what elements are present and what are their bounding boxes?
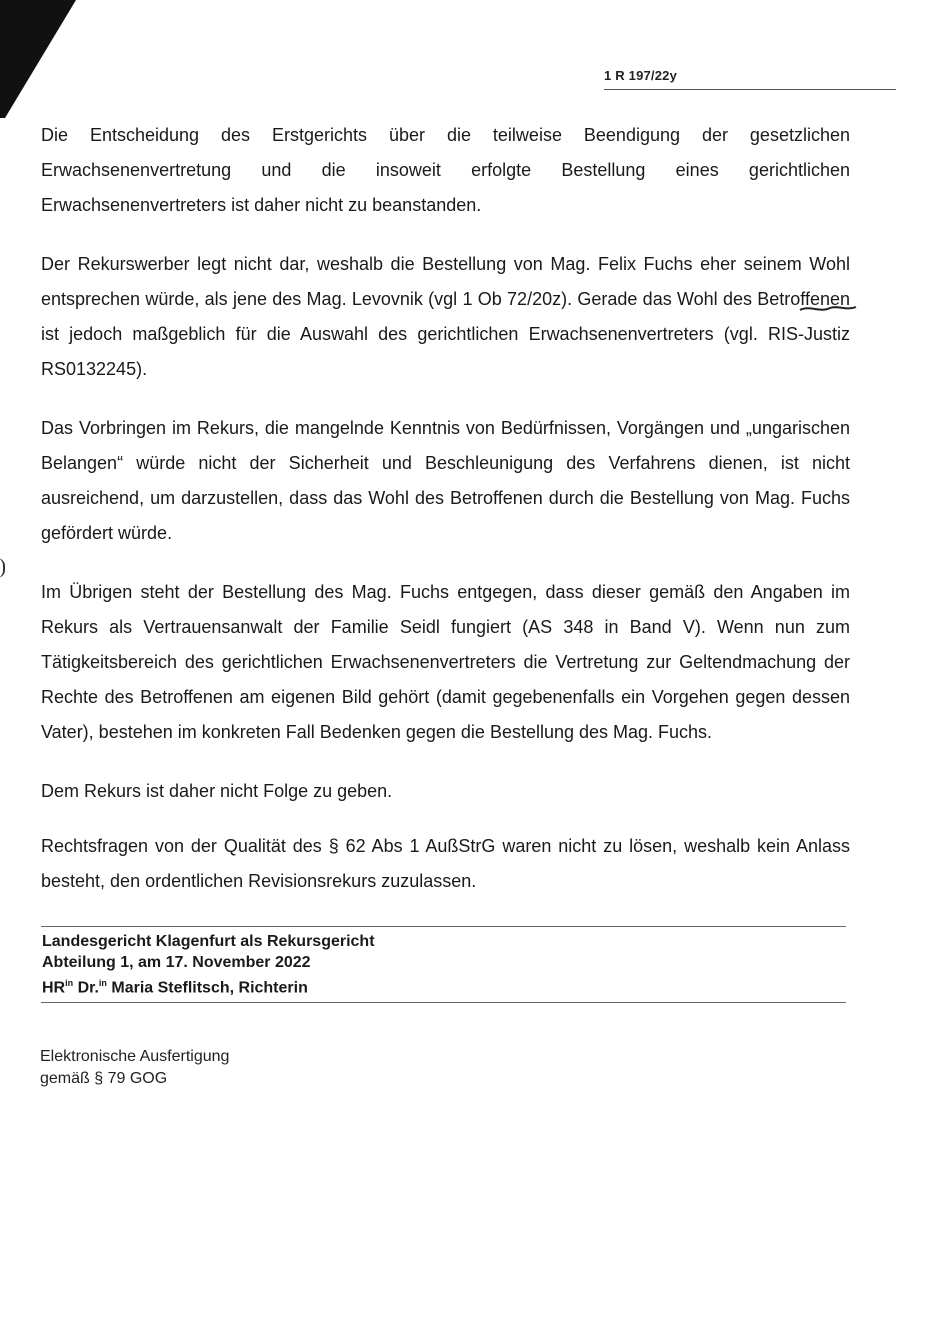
paragraph-appeal-submission: Das Vorbringen im Rekurs, die mangelnde Kenntnis von Bedürfnissen, Vorgängen und „ungarischen Belangen“ würde nicht der Sicherheit und Beschleunigung des Verfahrens dienen, ist nicht ausreichend, um darzustellen, dass das Wohl des Betroffenen durch die Bestellung von Mag. Fuchs gefördert würde. bbox=[41, 418, 850, 543]
document-body bbox=[41, 118, 850, 923]
degree: Dr. bbox=[77, 979, 99, 997]
decision-date: Abteilung 1, am 17. November 2022 bbox=[42, 954, 311, 971]
degree-sup: in bbox=[98, 978, 107, 988]
paragraph-decision: Die Entscheidung des Erstgerichts über die teilweise Beendigung der gesetzlichen Erwachsenenvertretung und die insoweit erfolgte Bestellung eines gerichtlichen Erwachsenenvertreters ist daher nicht zu beanstanden. bbox=[41, 125, 850, 215]
judge-name: Maria Steflitsch, Richterin bbox=[111, 979, 308, 997]
paragraph-appellant-argument: Der Rekurswerber legt nicht dar, weshalb die Bestellung von Mag. Felix Fuchs eher seinem Wohl entsprechen würde, als jene des Mag. Levovnik (vgl 1 Ob 72/20z). Gerade das Wohl des Betroffenen ist jedoch maßgeblich für die Auswahl des gerichtlichen Erwachsenenvertreters (vgl. RIS-Justiz RS0132245). bbox=[41, 254, 850, 379]
paragraph-legal-questions: Rechtsfragen von der Qualität des § 62 Abs 1 AußStrG waren nicht zu lösen, weshalb kein Anlass besteht, den ordentlichen Revisionsrekurs zuzulassen. bbox=[41, 836, 850, 891]
title-prefix-sup: in bbox=[65, 978, 74, 988]
title-prefix: HR bbox=[42, 979, 66, 997]
signature-block bbox=[41, 926, 846, 1003]
case-reference-header bbox=[604, 68, 896, 90]
court-name: Landesgericht Klagenfurt als Rekursgericht bbox=[42, 933, 375, 950]
case-reference: 1 R 197/22y bbox=[604, 68, 678, 83]
electronic-copy-note bbox=[40, 1046, 229, 1090]
electronic-copy-line1: Elektronische Ausfertigung bbox=[40, 1048, 230, 1065]
scan-corner-shadow bbox=[0, 0, 80, 120]
electronic-copy-line2: gemäß § 79 GOG bbox=[40, 1070, 168, 1087]
signature-bottom-rule bbox=[41, 1002, 846, 1003]
paragraph-ruling: Dem Rekurs ist daher nicht Folge zu geben. bbox=[41, 781, 393, 801]
judge-line bbox=[42, 973, 846, 998]
margin-punch-mark bbox=[0, 558, 5, 578]
paragraph-conflict: Im Übrigen steht der Bestellung des Mag. Fuchs entgegen, dass dieser gemäß den Angaben im Rekurs als Vertrauensanwalt der Familie Seidl fungiert (AS 348 in Band V). Wenn nun zum Tätigkeitsbereich des gerichtlichen Erwachsenenvertreters die Vertretung zur Geltendmachung der Rechte des Betroffenen am eigenen Bild gehört (damit gegebenenfalls ein Vorgehen gegen dessen Vater), bestehen im konkreten Fall Bedenken gegen die Bestellung des Mag. Fuchs. bbox=[41, 582, 850, 742]
header-rule bbox=[604, 89, 896, 90]
